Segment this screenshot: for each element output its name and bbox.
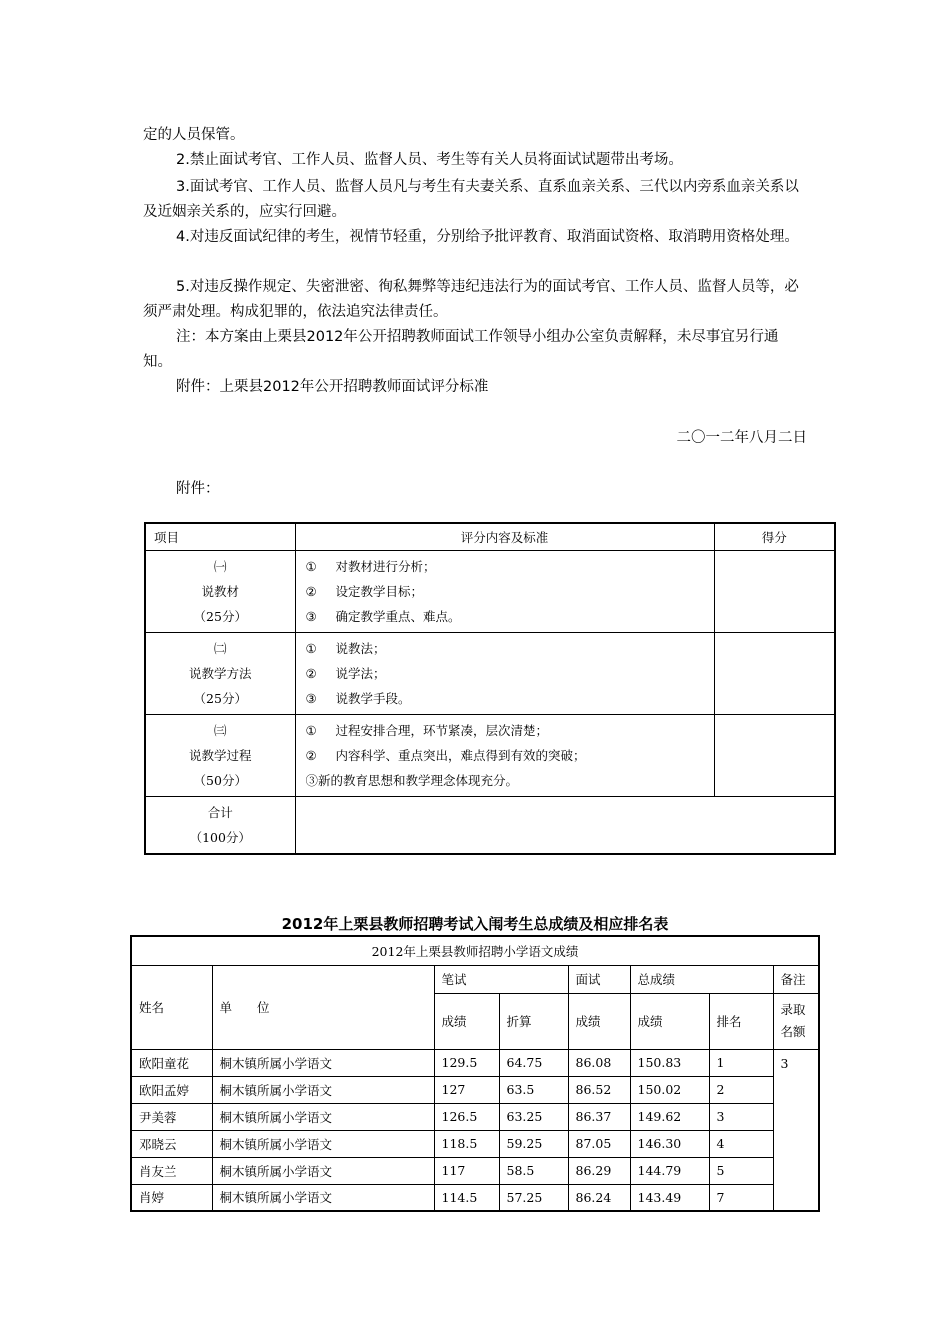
section-points: （25分） <box>193 609 247 624</box>
criteria-item: ① 说教法； <box>305 641 386 656</box>
header-total: 总成绩 <box>630 965 773 993</box>
header-interview: 面试 <box>568 965 630 993</box>
total-label: 合计 <box>207 805 233 820</box>
table-row: 肖婷 桐木镇所属小学语文 114.5 57.25 86.24 143.49 7 <box>131 1184 819 1211</box>
table-row <box>145 551 835 633</box>
criteria-item: ③新的教育思想和教学理念体现充分。 <box>305 773 519 788</box>
table-row <box>145 715 835 797</box>
criteria-item: ③ 说教学手段。 <box>305 691 411 706</box>
score-cell <box>714 633 835 715</box>
score-cell <box>714 715 835 797</box>
paragraph-note: 注：本方案由上栗县2012年公开招聘教师面试工作领导小组办公室负责解释，未尽事宜另行通知。 <box>143 329 779 370</box>
paragraph-attachment: 附件：上栗县2012年公开招聘教师面试评分标准 <box>176 379 489 395</box>
table-row <box>145 633 835 715</box>
ranking-subtitle: 2012年上栗县教师招聘小学语文成绩 <box>131 936 819 965</box>
table-header-row <box>145 523 835 551</box>
header-unit: 单 位 <box>212 965 434 1049</box>
score-cell <box>714 551 835 633</box>
paragraph-rule-3: 3.面试考官、工作人员、监督人员凡与考生有夫妻关系、直系血亲关系、三代以内旁系血亲关系以及近姻亲关系的，应实行回避。 <box>143 179 799 220</box>
attachment-label: 附件： <box>176 481 220 497</box>
ranking-table-title: 2012年上栗县教师招聘考试入闱考生总成绩及相应排名表 <box>281 915 669 933</box>
table-row: 尹美蓉 桐木镇所属小学语文 126.5 63.25 86.37 149.62 3 <box>131 1103 819 1130</box>
header-score: 得分 <box>714 523 835 551</box>
table-row: 肖友兰 桐木镇所属小学语文 117 58.5 86.29 144.79 5 <box>131 1157 819 1184</box>
header-converted: 折算 <box>499 993 568 1049</box>
total-points: （100分） <box>189 830 251 845</box>
paragraph-rule-5: 5.对违反操作规定、失密泄密、徇私舞弊等违纪违法行为的面试考官、工作人员、监督人员等，必须严肃处理。构成犯罪的，依法追究法律责任。 <box>143 279 799 320</box>
header-written: 笔试 <box>434 965 568 993</box>
header-quota: 录取名额 <box>773 993 819 1049</box>
header-remark: 备注 <box>773 965 819 993</box>
header-rank: 排名 <box>709 993 773 1049</box>
section-name: 说教学方法 <box>188 666 252 681</box>
paragraph-rule-4: 4.对违反面试纪律的考生，视情节轻重，分别给予批评教育、取消面试资格、取消聘用资格处理。 <box>176 229 799 245</box>
section-points: （50分） <box>193 773 247 788</box>
criteria-item: ① 过程安排合理，环节紧凑，层次清楚； <box>305 723 549 738</box>
section-number: ㈡ <box>213 641 227 656</box>
header-written-score: 成绩 <box>434 993 499 1049</box>
header-total-score: 成绩 <box>630 993 709 1049</box>
table-row: 欧阳童花 桐木镇所属小学语文 129.5 64.75 86.08 150.83 1 3 <box>131 1049 819 1076</box>
section-name: 说教材 <box>201 584 239 599</box>
criteria-item: ① 对教材进行分析； <box>305 559 436 574</box>
quota-value: 3 <box>773 1049 819 1211</box>
header-criteria: 评分内容及标准 <box>295 523 714 551</box>
criteria-item: ② 设定教学目标； <box>305 584 424 599</box>
header-name: 姓名 <box>131 965 212 1049</box>
table-row: 邓晓云 桐木镇所属小学语文 118.5 59.25 87.05 146.30 4 <box>131 1130 819 1157</box>
section-number: ㈠ <box>213 559 227 574</box>
total-row <box>145 797 835 855</box>
criteria-item: ② 内容科学、重点突出，难点得到有效的突破； <box>305 748 586 763</box>
header-interview-score: 成绩 <box>568 993 630 1049</box>
criteria-item: ③ 确定教学重点、难点。 <box>305 609 461 624</box>
ranking-table <box>130 935 820 1212</box>
header-item: 项目 <box>145 523 295 551</box>
section-name: 说教学过程 <box>188 748 252 763</box>
paragraph-continuation: 定的人员保管。 <box>143 127 245 143</box>
total-score-cell <box>295 797 835 855</box>
header-row-1 <box>131 965 819 993</box>
paragraph-rule-2: 2.禁止面试考官、工作人员、监督人员、考生等有关人员将面试试题带出考场。 <box>176 152 683 168</box>
document-date: 二〇一二年八月二日 <box>676 430 807 446</box>
section-points: （25分） <box>193 691 247 706</box>
section-number: ㈢ <box>213 723 227 738</box>
scoring-standard-table <box>144 522 836 855</box>
criteria-item: ② 说学法； <box>305 666 386 681</box>
subtitle-row <box>131 936 819 965</box>
table-row: 欧阳孟婷 桐木镇所属小学语文 127 63.5 86.52 150.02 2 <box>131 1076 819 1103</box>
